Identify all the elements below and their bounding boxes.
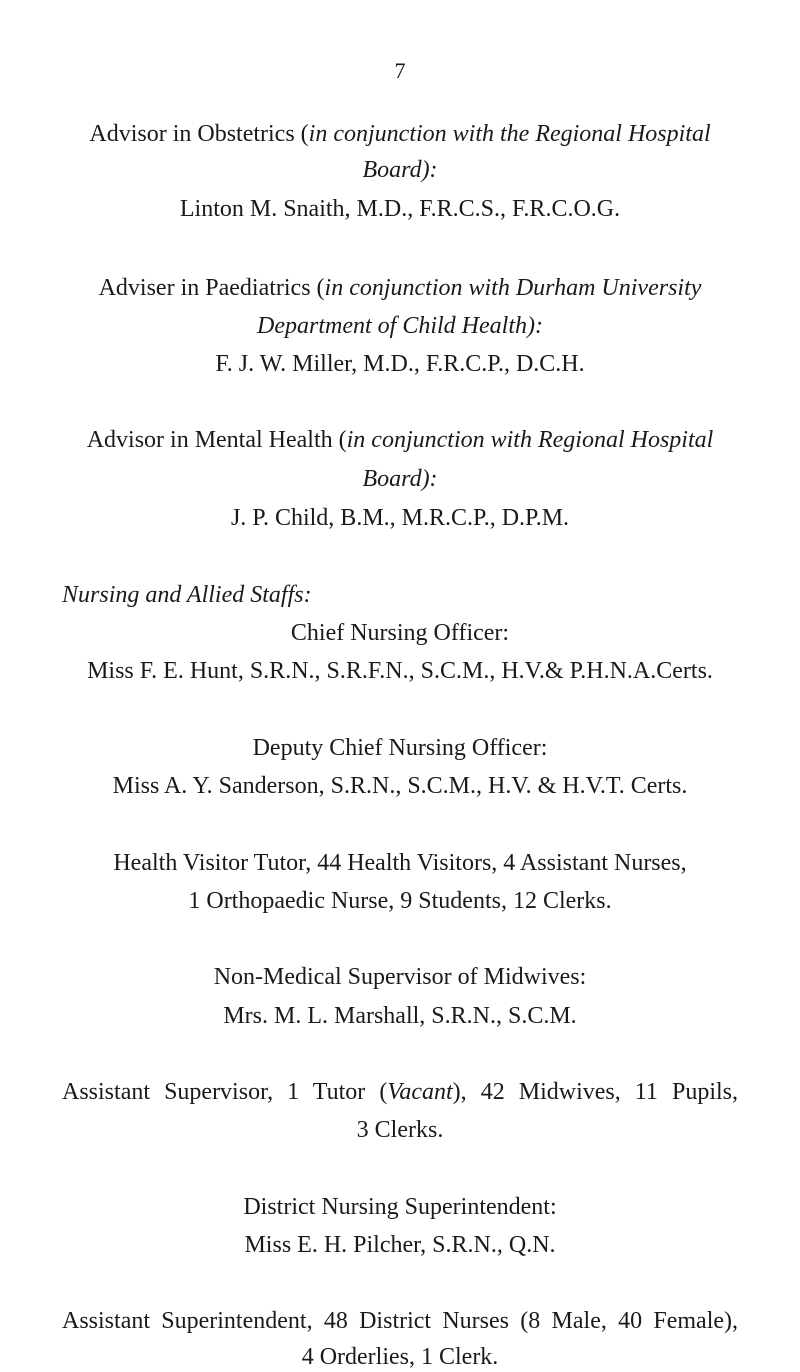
obstetrics-title-cont: Board): [362, 157, 438, 183]
district-nursing-name: Miss E. H. Pilcher, S.R.N., Q.N. [244, 1232, 556, 1258]
district-staff-line2: 4 Orderlies, 1 Clerk. [301, 1344, 499, 1370]
paediatrics-adviser-name: F. J. W. Miller, M.D., F.R.C.P., D.C.H. [215, 351, 585, 377]
mental-health-title: Advisor in Mental Health (in conjunction with Regional Hospital [86, 427, 714, 453]
chief-nursing-officer-title: Chief Nursing Officer: [290, 620, 510, 646]
mental-health-title-cont: Board): [362, 466, 438, 492]
district-staff-line1: Assistant Superintendent, 48 District Nurses (8 Male, 40 Female), [62, 1308, 738, 1334]
obstetrics-advisor-name: Linton M. Snaith, M.D., F.R.C.S., F.R.C.O.G. [179, 196, 621, 222]
mental-health-advisor-name: J. P. Child, B.M., M.R.C.P., D.P.M. [230, 505, 570, 531]
paediatrics-title-cont: Department of Child Health): [257, 313, 543, 339]
midwives-supervisor-title: Non-Medical Supervisor of Midwives: [213, 964, 587, 990]
deputy-nursing-officer-name: Miss A. Y. Sanderson, S.R.N., S.C.M., H.V. & H.V.T. Certs. [112, 773, 688, 799]
paediatrics-title: Adviser in Paediatrics (in conjunction with Durham University [98, 275, 702, 301]
chief-nursing-officer-name: Miss F. E. Hunt, S.R.N., S.R.F.N., S.C.M., H.V.& P.H.N.A.Certs. [87, 658, 713, 684]
nursing-heading: Nursing and Allied Staffs: [62, 582, 312, 608]
obstetrics-title: Advisor in Obstetrics (in conjunction with the Regional Hospital [89, 121, 711, 147]
page-number: 7 [394, 58, 406, 83]
midwives-supervisor-name: Mrs. M. L. Marshall, S.R.N., S.C.M. [223, 1003, 577, 1029]
midwives-staff-line1: Assistant Supervisor, 1 Tutor (Vacant), 42 Midwives, 11 Pupils, [62, 1079, 738, 1105]
deputy-nursing-officer-title: Deputy Chief Nursing Officer: [252, 735, 548, 761]
midwives-staff-line2: 3 Clerks. [356, 1117, 444, 1143]
district-nursing-title: District Nursing Superintendent: [243, 1194, 557, 1220]
health-visitors-line1: Health Visitor Tutor, 44 Health Visitors, 4 Assistant Nurses, [113, 850, 687, 876]
health-visitors-line2: 1 Orthopaedic Nurse, 9 Students, 12 Clerks. [188, 888, 612, 914]
